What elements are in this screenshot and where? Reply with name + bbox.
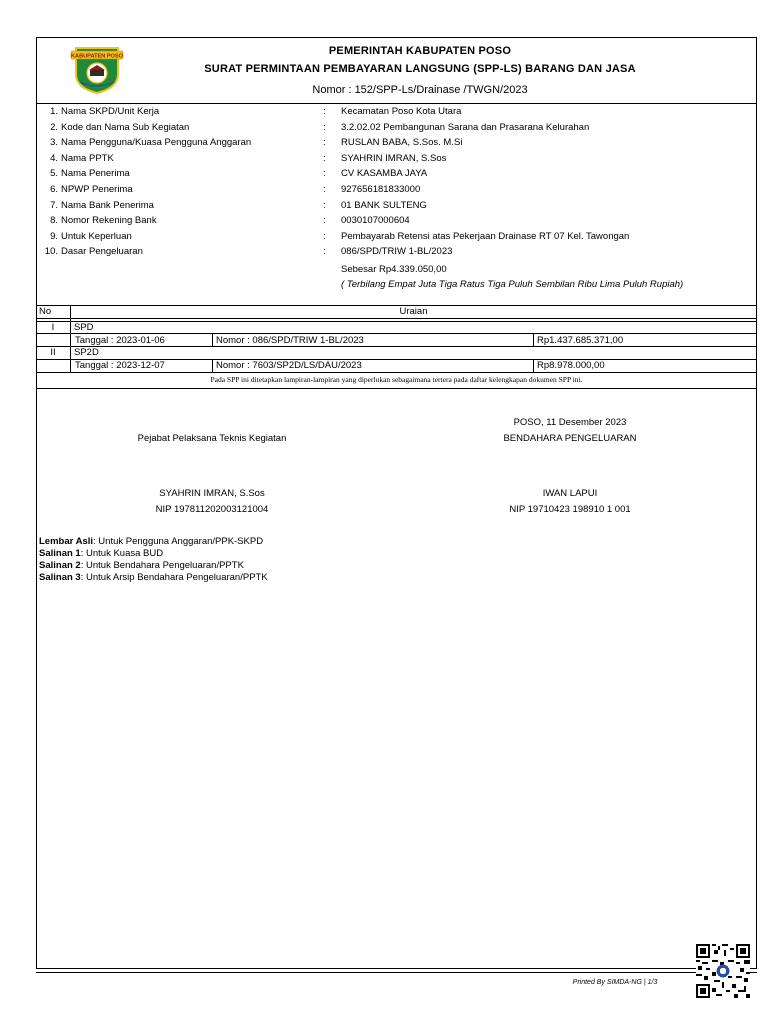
column-divider: [212, 333, 213, 346]
left-signer-role: Pejabat Pelaksana Teknis Kegiatan: [137, 433, 287, 444]
distribution-label: Lembar Asli: [39, 536, 94, 547]
info-colon: :: [323, 230, 326, 242]
info-value: Kecamatan Poso Kota Utara: [341, 106, 462, 117]
info-row: [36, 106, 757, 122]
info-colon: :: [323, 137, 326, 149]
section-amount: Rp1.437.685.371,00: [537, 335, 624, 346]
info-value: RUSLAN BABA, S.Sos. M.Si: [341, 137, 463, 149]
info-colon: :: [323, 199, 326, 211]
info-value: 3.2.02.02 Pembangunan Sarana dan Prasarana Kelurahan: [341, 121, 590, 133]
info-row: [36, 168, 757, 184]
info-number: 9.: [50, 230, 58, 242]
info-colon: :: [323, 183, 326, 195]
distribution-line: [39, 572, 268, 583]
info-label: Untuk Keperluan: [61, 230, 132, 242]
distribution-label: Salinan 3: [39, 572, 81, 583]
distribution-text: : Untuk Kuasa BUD: [80, 548, 164, 559]
info-label: NPWP Penerima: [61, 183, 133, 195]
info-number: 4.: [50, 152, 58, 164]
info-value: SYAHRIN IMRAN, S.Sos: [341, 152, 447, 164]
info-label: Nama Penerima: [61, 168, 130, 180]
info-colon: :: [323, 106, 326, 117]
info-number: 3.: [50, 137, 58, 149]
info-colon: :: [323, 121, 326, 133]
distribution-line: [39, 560, 244, 571]
section-amount: Rp8.978.000,00: [537, 360, 605, 371]
place-date: POSO, 11 Desember 2023: [513, 417, 627, 428]
info-value: 0030107000604: [341, 215, 410, 227]
right-signer-nip: NIP 19710423 198910 1 001: [509, 504, 631, 515]
info-label: Nama SKPD/Unit Kerja: [61, 106, 160, 117]
info-number: 5.: [50, 168, 58, 180]
table-bottom-rule: [36, 372, 757, 373]
info-colon: :: [323, 246, 326, 258]
logo-banner-text: KABUPATEN POSO: [70, 53, 124, 60]
info-number: 10.: [44, 246, 58, 258]
section-nomor: Nomor : 7603/SP2D/LS/DAU/2023: [216, 360, 362, 371]
column-divider: [212, 359, 213, 372]
section-roman: II: [50, 347, 56, 358]
info-list: [36, 106, 757, 262]
info-colon: :: [323, 168, 326, 180]
table-header-rule-double: [36, 321, 757, 322]
section-date: Tanggal : 2023-12-07: [75, 360, 165, 371]
distribution-text: : Untuk Arsip Bendahara Pengeluaran/PPTK: [80, 572, 268, 583]
distribution-text: : Untuk Pengguna Anggaran/PPK-SKPD: [93, 536, 264, 547]
right-signer-role: BENDAHARA PENGELUARAN: [503, 433, 637, 444]
info-number: 2.: [50, 121, 58, 133]
column-divider: [533, 359, 534, 372]
table-row-rule: [36, 333, 757, 334]
section-name: SPD: [74, 322, 94, 333]
info-value: 01 BANK SULTENG: [341, 199, 427, 211]
table-header-rule: [36, 318, 757, 319]
attachment-note: Pada SPP ini ditetapkan lampiran-lampiran yang diperlukan sebagaimana tertera pada daftar kelengkapan dokumen SPP ini.: [210, 375, 583, 384]
column-divider: [533, 333, 534, 346]
info-label: Nomor Rekening Bank: [61, 215, 157, 227]
section-nomor: Nomor : 086/SPD/TRIW 1-BL/2023: [216, 335, 364, 346]
qr-code-icon: [696, 944, 750, 998]
printed-by: Printed By SIMDA-NG | 1/3: [572, 979, 658, 986]
left-signer-name: SYAHRIN IMRAN, S.Sos: [159, 488, 265, 499]
info-colon: :: [323, 152, 326, 164]
info-value: Pembayarab Retensi atas Pekerjaan Drainase RT 07 Kel. Tawongan: [341, 230, 630, 242]
header-divider: [36, 103, 757, 104]
info-value: CV KASAMBA JAYA: [341, 168, 428, 180]
table-row-rule: [36, 346, 757, 347]
info-row: [36, 122, 757, 138]
info-label: Nama Bank Penerima: [61, 199, 154, 211]
footer-rule: [36, 972, 757, 973]
info-number: 6.: [50, 183, 58, 195]
info-row: [36, 200, 757, 216]
info-label: Dasar Pengeluaran: [61, 246, 143, 258]
info-row: [36, 184, 757, 200]
info-value: 086/SPD/TRIW 1-BL/2023: [341, 246, 453, 258]
info-colon: :: [323, 215, 326, 227]
info-row: [36, 246, 757, 262]
distribution-line: [39, 536, 263, 547]
info-number: 1.: [50, 106, 58, 117]
column-header-no: No: [39, 306, 52, 317]
header-number: Nomor : 152/SPP-Ls/Drainase /TWGN/2023: [312, 84, 528, 96]
header-government: PEMERINTAH KABUPATEN POSO: [328, 45, 512, 57]
amount-figure: Sebesar Rp4.339.050,00: [341, 264, 447, 275]
section-name: SP2D: [74, 347, 99, 358]
column-header-uraian: Uraian: [399, 306, 428, 317]
distribution-line: [39, 548, 163, 559]
info-number: 8.: [50, 215, 58, 227]
section-roman: I: [51, 322, 55, 333]
info-label: Kode dan Nama Sub Kegiatan: [61, 121, 190, 133]
note-rule: [36, 388, 757, 389]
info-row: [36, 215, 757, 231]
amount-in-words: ( Terbilang Empat Juta Tiga Ratus Tiga Puluh Sembilan Ribu Lima Puluh Rupiah): [341, 279, 684, 290]
info-label: Nama PPTK: [61, 152, 114, 164]
info-number: 7.: [50, 199, 58, 211]
info-row: [36, 231, 757, 247]
distribution-label: Salinan 2: [39, 560, 81, 571]
info-value: 927656181833000: [341, 183, 421, 195]
left-signer-nip: NIP 197811202003121004: [155, 504, 269, 515]
right-signer-name: IWAN LAPUI: [542, 488, 598, 499]
info-row: [36, 137, 757, 153]
distribution-text: : Untuk Bendahara Pengeluaran/PPTK: [80, 560, 244, 571]
section-date: Tanggal : 2023-01-06: [75, 335, 165, 346]
info-label: Nama Pengguna/Kuasa Pengguna Anggaran: [61, 137, 252, 149]
distribution-label: Salinan 1: [39, 548, 81, 559]
info-row: [36, 153, 757, 169]
header-title: SURAT PERMINTAAN PEMBAYARAN LANGSUNG (SPP-LS) BARANG DAN JASA: [204, 63, 636, 75]
